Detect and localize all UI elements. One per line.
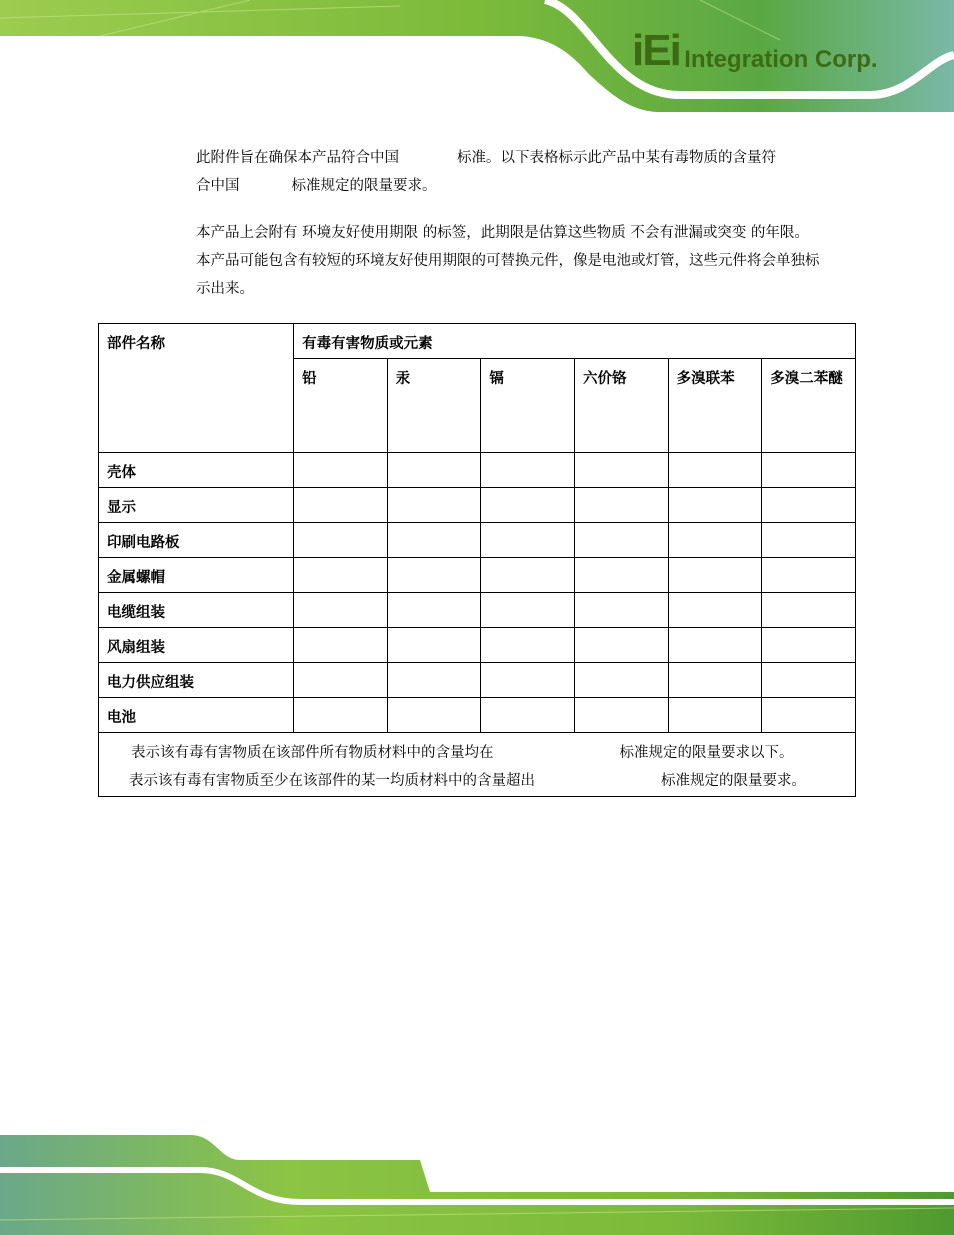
table-cell <box>387 558 481 593</box>
table-cell <box>481 523 575 558</box>
table-row <box>99 593 856 628</box>
table-cell <box>575 593 669 628</box>
logo-mark: iEi <box>632 26 680 75</box>
part-name: 电力供应组装 <box>99 663 294 698</box>
intro-paragraph-1 <box>196 144 821 200</box>
text: 合中国 <box>196 178 240 194</box>
table-cell <box>762 698 856 733</box>
table-cell <box>575 523 669 558</box>
part-name: 风扇组装 <box>99 628 294 663</box>
note-1: 表示该有毒有害物质在该部件所有物质材料中的含量均在 <box>131 745 494 761</box>
table-cell <box>387 698 481 733</box>
substance-header: 多溴联苯 <box>668 359 762 453</box>
table-notes <box>99 733 856 797</box>
hazardous-substances-table <box>98 323 856 797</box>
table-row <box>99 558 856 593</box>
part-name: 电缆组装 <box>99 593 294 628</box>
substance-header: 多溴二苯醚 <box>762 359 856 453</box>
table-cell <box>481 558 575 593</box>
table-cell <box>668 663 762 698</box>
table-cell <box>762 488 856 523</box>
table-cell <box>668 558 762 593</box>
table-row <box>99 453 856 488</box>
table-cell <box>387 453 481 488</box>
table-cell <box>294 593 388 628</box>
part-name: 金属螺帽 <box>99 558 294 593</box>
table-cell <box>481 488 575 523</box>
note-1-end: 标准规定的限量要求以下。 <box>619 745 794 761</box>
table-cell <box>294 453 388 488</box>
table-cell <box>294 698 388 733</box>
table-cell <box>575 558 669 593</box>
table-cell <box>481 698 575 733</box>
table-cell <box>575 453 669 488</box>
table-cell <box>294 523 388 558</box>
substance-header: 镉 <box>481 359 575 453</box>
table-cell <box>294 488 388 523</box>
table-cell <box>387 523 481 558</box>
part-name: 电池 <box>99 698 294 733</box>
part-name-header: 部件名称 <box>99 324 294 453</box>
text: 此附件旨在确保本产品符合中国 <box>196 150 399 166</box>
table-cell <box>762 558 856 593</box>
table-row <box>99 698 856 733</box>
table-cell <box>762 593 856 628</box>
company-logo <box>632 26 878 76</box>
table-row <box>99 488 856 523</box>
logo-name: Integration Corp. <box>684 46 878 73</box>
table-cell <box>762 453 856 488</box>
part-name: 印刷电路板 <box>99 523 294 558</box>
table-cell <box>481 663 575 698</box>
substance-group-header: 有毒有害物质或元素 <box>294 324 856 359</box>
substance-header: 六价铬 <box>575 359 669 453</box>
intro-paragraph-2: 本产品上会附有 环境友好使用期限 的标签，此期限是估算这些物质 不会有泄漏或突变 的年限。本产品可能包含有较短的环境友好使用期限的可替换元件，像是电池或灯管，这些元件将会单独标示出来。 <box>196 225 820 297</box>
table-cell <box>668 453 762 488</box>
substance-header: 汞 <box>387 359 481 453</box>
part-name: 显示 <box>99 488 294 523</box>
table-cell <box>387 488 481 523</box>
table-cell <box>481 628 575 663</box>
table-cell <box>294 663 388 698</box>
table-cell <box>762 663 856 698</box>
substance-header: 铅 <box>294 359 388 453</box>
table-row <box>99 628 856 663</box>
part-name: 壳体 <box>99 453 294 488</box>
table-cell <box>668 488 762 523</box>
table-cell <box>481 593 575 628</box>
table-cell <box>575 488 669 523</box>
table-cell <box>294 628 388 663</box>
table-cell <box>668 593 762 628</box>
text: 标准规定的限量要求。 <box>291 178 437 194</box>
table-row <box>99 663 856 698</box>
footer-banner <box>0 1130 954 1235</box>
table-row <box>99 523 856 558</box>
table-cell <box>387 593 481 628</box>
text: 标准。以下表格标示此产品中某有毒物质的含量符 <box>457 150 776 166</box>
table-cell <box>387 628 481 663</box>
table-cell <box>762 628 856 663</box>
table-cell <box>668 523 762 558</box>
table-cell <box>575 628 669 663</box>
table-cell <box>668 698 762 733</box>
table-cell <box>762 523 856 558</box>
table-cell <box>668 628 762 663</box>
table-cell <box>575 698 669 733</box>
table-cell <box>575 663 669 698</box>
note-2-end: 标准规定的限量要求。 <box>661 773 806 789</box>
table-cell <box>387 663 481 698</box>
table-cell <box>481 453 575 488</box>
note-2: 表示该有毒有害物质至少在该部件的某一均质材料中的含量超出 <box>129 773 535 789</box>
table-cell <box>294 558 388 593</box>
